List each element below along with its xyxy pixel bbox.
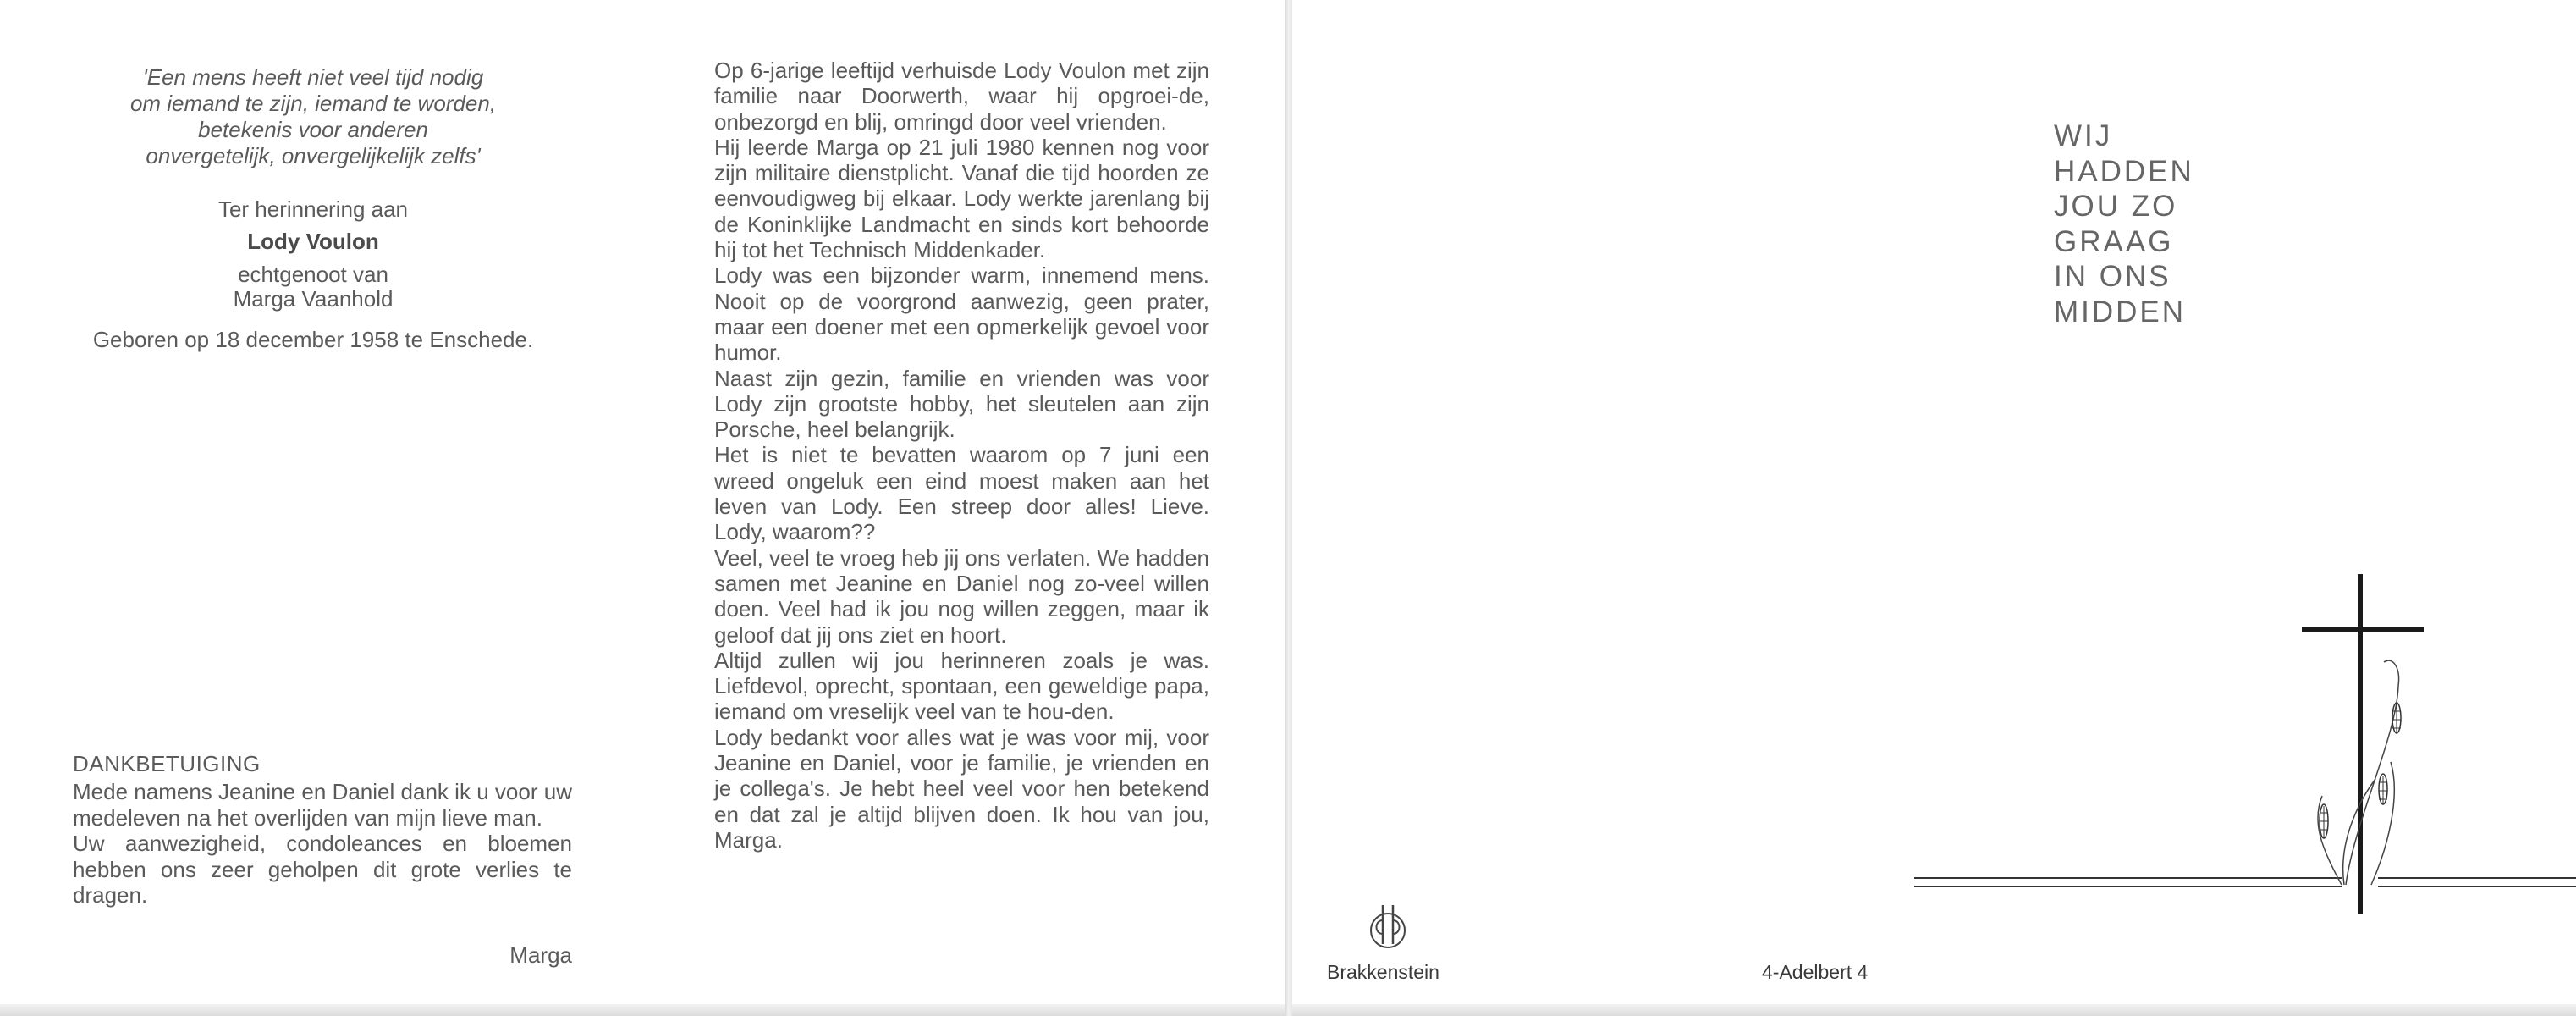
spouse-label: echtgenoot van (238, 262, 388, 287)
cover-title-line: GRAAG (2054, 224, 2174, 258)
page-edge (1292, 1004, 2576, 1016)
page-edge (640, 1004, 1285, 1016)
birth-info: Geboren op 18 december 1958 te Enschede. (92, 327, 534, 352)
bio-paragraph: Op 6-jarige leeftijd verhuisde Lody Voulon met zijn familie naar Doorwerth, waar hij opgroei-de, onbezorgd en blij, omringd door veel vrienden. (714, 58, 1209, 135)
thanks-text (73, 779, 572, 908)
page-edge (0, 1004, 640, 1016)
quote-line: om iemand te zijn, iemand te worden, (129, 91, 497, 116)
cover-title-line: MIDDEN (2054, 295, 2187, 329)
memorial-quote (68, 64, 559, 169)
thanks-heading: DANKBETUIGING (73, 751, 261, 776)
memory-label: Ter herinnering aan (217, 196, 409, 222)
cover-title-line: WIJ (2054, 119, 2113, 152)
brakkenstein-logo-icon (1362, 900, 1413, 951)
biography-text (714, 58, 1209, 853)
quote-line: betekenis voor anderen (198, 117, 428, 142)
thanks-paragraph: Uw aanwezigheid, condoleances en bloemen hebben ons zeer geholpen dit grote verlies te dragen. (73, 831, 572, 908)
bio-paragraph: Lody bedankt voor alles wat je was voor mij, voor Jeanine en Daniel, voor je familie, je vrienden en je collega's. Je hebt heel veel voor hen betekend en dat zal je altijd blijven doen. Ik hou van jou, Marga. (714, 724, 1209, 853)
cover-title-line: IN ONS (2054, 260, 2171, 293)
cross-with-grass-icon (1914, 567, 2576, 914)
product-code: 4-Adelbert 4 (1762, 961, 1869, 983)
left-page (0, 0, 640, 1016)
deceased-name: Lody Voulon (247, 229, 379, 254)
signature: Marga (509, 942, 572, 968)
cover-title-line: HADDEN (2054, 154, 2194, 188)
quote-line: onvergetelijk, onvergelijkelijk zelfs' (146, 143, 481, 168)
bio-paragraph: Hij leerde Marga op 21 juli 1980 kennen nog voor zijn militaire dienstplicht. Vanaf die tijd hoorden ze eenvoudigweg bij elkaar. Lody werkte jarenlang bij de Koninklijke Landmacht en sinds kort behoorde hij tot het Technisch Middenkader. (714, 134, 1209, 263)
cover-title-line: JOU ZO (2054, 190, 2178, 223)
bio-paragraph: Het is niet te bevatten waarom op 7 juni een wreed ongeluk een eind moest maken aan het leven van Lody. Een streep door alles! Lieve. Lody, waarom?? (714, 442, 1209, 545)
thanks-paragraph: Mede namens Jeanine en Daniel dank ik u voor uw medeleven na het overlijden van mijn lieve man. (73, 779, 572, 831)
quote-line: 'Een mens heeft niet veel tijd nodig (142, 64, 484, 90)
cover-title (2054, 119, 2194, 329)
bio-paragraph: Naast zijn gezin, familie en vrienden was voor Lody zijn grootste hobby, het sleutelen aan zijn Porsche, heel belangrijk. (714, 365, 1209, 443)
middle-page (640, 0, 1285, 1016)
bio-paragraph: Altijd zullen wij jou herinneren zoals je was. Liefdevol, oprecht, spontaan, een geweldige papa, iemand om vreselijk veel van te hou-den. (714, 647, 1209, 725)
bio-paragraph: Veel, veel te vroeg heb jij ons verlaten. We hadden samen met Jeanine en Daniel nog zo-veel willen doen. Veel had ik jou nog willen zeggen, maar ik geloof dat jij ons ziet en hoort. (714, 544, 1209, 648)
bio-paragraph: Lody was een bijzonder warm, innemend mens. Nooit op de voorgrond aanwezig, geen prater, maar een doener met een opmerkelijk gevoel voor humor. (714, 262, 1209, 366)
publisher-name: Brakkenstein (1327, 961, 1439, 983)
card-fold (1285, 0, 1292, 1016)
spouse-name: Marga Vaanhold (233, 286, 394, 312)
cover-page (1292, 0, 2576, 1016)
